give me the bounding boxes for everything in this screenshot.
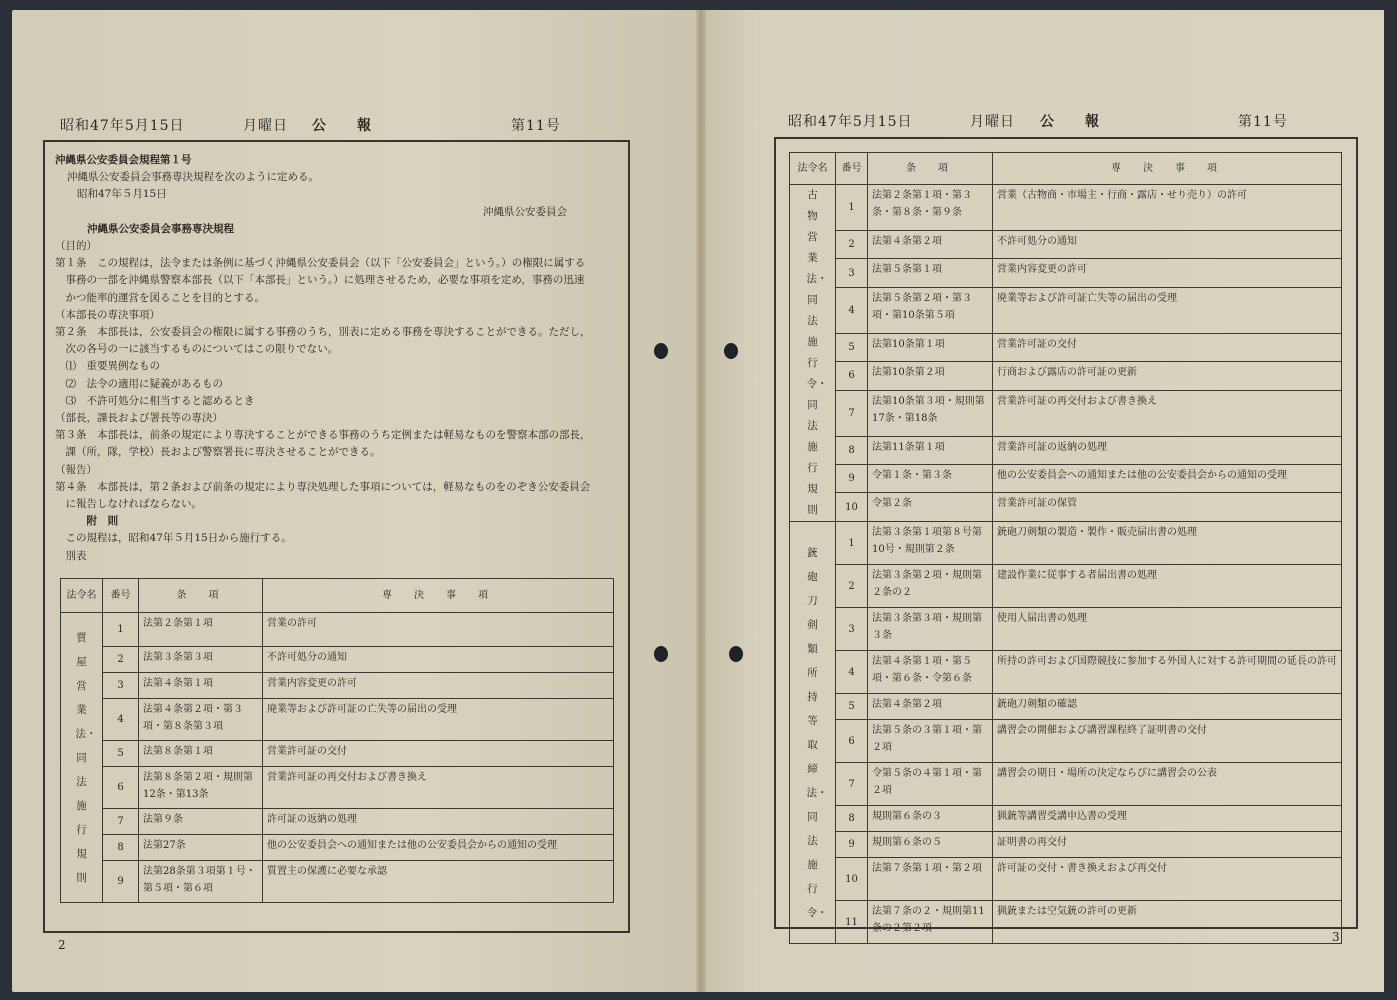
- rule-line: 第３条 本部長は，前条の規定により専決することができる事務のうち定例または軽易なものを警察本部の部長，: [55, 429, 591, 442]
- law-name-cell: [61, 613, 103, 903]
- left-schedule-table: [60, 578, 614, 903]
- row-article: 法第５条第１項: [868, 259, 993, 287]
- row-matter: 講習会の開催および講習課程終了証明書の交付: [993, 720, 1342, 763]
- rule-line: に報告しなければならない。: [55, 498, 202, 511]
- row-article: 法第５条第２項・第３項・第10条第５項: [868, 287, 993, 333]
- row-article: 規則第６条の５: [868, 832, 993, 858]
- row-matter: 質置主の保護に必要な承認: [263, 861, 614, 903]
- punch-hole: [729, 646, 743, 662]
- rule-number: 沖縄県公安委員会規程第１号: [55, 154, 192, 166]
- rule-line: ⑵ 法令の適用に疑義があるもの: [55, 377, 223, 390]
- row-number: 1: [836, 185, 868, 231]
- row-article: 法第３条第１項第８号第10号・規則第２条: [868, 522, 993, 565]
- row-article: 法第２条第１項・第３条・第８条・第９条: [868, 185, 993, 231]
- rule-line: 第４条 本部長は，第２条および前条の規定により専決処理した事項については，軽易なものをのぞき公安委員会: [55, 480, 591, 493]
- row-article: 法第４条第２項・第３項・第８条第３項: [139, 699, 263, 741]
- row-number: 10: [836, 858, 868, 901]
- row-number: 6: [103, 767, 139, 809]
- row-matter: 営業許可証の返納の処理: [993, 436, 1342, 464]
- row-article: 法第２条第１項: [139, 613, 263, 647]
- row-article: 法第27条: [139, 835, 263, 861]
- rule-line: ⑴ 重要異例なもの: [55, 360, 160, 373]
- row-number: 7: [836, 763, 868, 806]
- row-number: 2: [103, 647, 139, 673]
- rule-line: 附 則: [55, 515, 118, 528]
- rule-line: ⑶ 不許可処分に相当すると認めるとき: [55, 394, 255, 407]
- col-header-number: 番号: [103, 579, 139, 613]
- row-number: 6: [836, 362, 868, 390]
- row-matter: 銃砲刀剣類の製造・製作・販売届出書の処理: [993, 522, 1342, 565]
- header-weekday: 月曜日: [970, 114, 1015, 130]
- rule-issuer: 沖縄県公安委員会: [483, 205, 567, 218]
- rule-line: 次の各号の一に該当するものについてはこの限りでない。: [55, 343, 339, 356]
- rule-line: 事務の一部を沖縄県警察本部長（以下「本部長」という。）に処理させるため，必要な事項を定め，事務の迅速: [55, 274, 585, 287]
- row-matter: 許可証の返納の処理: [263, 809, 614, 835]
- col-header-article: 条 項: [868, 153, 993, 185]
- row-article: 法第10条第２項: [868, 362, 993, 390]
- rule-line: （部長，課長および署長等の専決）: [55, 412, 223, 425]
- col-header-number: 番号: [836, 153, 868, 185]
- law-name-cell: [790, 522, 836, 944]
- row-number: 4: [836, 287, 868, 333]
- header-date: 昭和47年5月15日: [60, 118, 185, 134]
- row-article: 法第９条: [139, 809, 263, 835]
- row-article: 規則第６条の３: [868, 806, 993, 832]
- row-article: 令第２条: [868, 493, 993, 522]
- row-article: 法第４条第１項: [139, 673, 263, 699]
- row-article: 法第10条第１項: [868, 333, 993, 361]
- row-matter: 猟銃等講習受講申込書の受理: [993, 806, 1342, 832]
- rule-line: （本部長の専決事項）: [55, 308, 160, 321]
- row-article: 法第３条第３項: [139, 647, 263, 673]
- row-matter: 他の公安委員会への通知または他の公安委員会からの通知の受理: [263, 835, 614, 861]
- col-header-matter: 専 決 事 項: [263, 579, 614, 613]
- punch-hole: [654, 343, 668, 359]
- row-number: 3: [836, 259, 868, 287]
- col-header-law: 法令名: [790, 153, 836, 185]
- row-article: 法第３条第３項・規則第３条: [868, 608, 993, 651]
- row-number: 8: [836, 436, 868, 464]
- punch-hole: [724, 343, 738, 359]
- row-article: 法第４条第２項: [868, 694, 993, 720]
- law-name: 銃砲刀剣類所持等取締法・同法施行令・: [806, 546, 828, 919]
- row-article: 法第11条第１項: [868, 436, 993, 464]
- row-matter: 営業内容変更の許可: [993, 259, 1342, 287]
- row-matter: 行商および露店の許可証の更新: [993, 362, 1342, 390]
- row-number: 9: [836, 465, 868, 493]
- rule-line: （目的）: [55, 240, 97, 253]
- row-matter: 不許可処分の通知: [993, 230, 1342, 258]
- row-article: 法第７条の２・規則第11条の２第２項: [868, 901, 993, 944]
- row-number: 5: [103, 741, 139, 767]
- right-schedule-table: [789, 152, 1342, 944]
- left-page-number: 2: [58, 938, 66, 952]
- row-matter: 使用人届出書の処理: [993, 608, 1342, 651]
- row-matter: 所持の許可および国際競技に参加する外国人に対する許可期間の延長の許可: [993, 651, 1342, 694]
- col-header-article: 条 項: [139, 579, 263, 613]
- law-name: 古物営業法・同法施行令・同法施行規則: [806, 189, 828, 516]
- row-number: 8: [103, 835, 139, 861]
- row-matter: 講習会の期日・場所の決定ならびに講習会の公表: [993, 763, 1342, 806]
- row-article: 法第４条第２項: [868, 230, 993, 258]
- row-matter: 営業許可証の再交付および書き換え: [993, 390, 1342, 436]
- rule-line: 別表: [55, 549, 87, 562]
- rule-line: （報告）: [55, 463, 97, 476]
- row-number: 2: [836, 230, 868, 258]
- rule-date: 昭和47年５月15日: [77, 188, 167, 201]
- header-weekday: 月曜日: [243, 118, 288, 134]
- row-article: 法第８条第２項・規則第12条・第13条: [139, 767, 263, 809]
- row-matter: 銃砲刀剣類の確認: [993, 694, 1342, 720]
- law-name: 質屋営業法・同法施行規則: [75, 631, 97, 884]
- rule-line: 第１条 この規程は，法令または条例に基づく沖縄県公安委員会（以下「公安委員会」という。）の権限に属する: [55, 257, 586, 270]
- row-number: 4: [836, 651, 868, 694]
- header-issue: 第11号: [1238, 114, 1288, 130]
- rule-line: 課（所，隊，学校）長および警察署長に専決させることができる。: [55, 446, 381, 459]
- header-gazette: 公 報: [1040, 114, 1100, 130]
- header-date: 昭和47年5月15日: [788, 114, 913, 130]
- row-matter: 営業許可証の再交付および書き換え: [263, 767, 614, 809]
- col-header-matter: 専 決 事 項: [993, 153, 1342, 185]
- row-matter: 猟銃または空気銃の許可の更新: [993, 901, 1342, 944]
- row-number: 9: [836, 832, 868, 858]
- row-matter: 営業許可証の交付: [993, 333, 1342, 361]
- punch-hole: [654, 646, 668, 662]
- row-article: 令第１条・第３条: [868, 465, 993, 493]
- row-matter: 廃業等および許可証の亡失等の届出の受理: [263, 699, 614, 741]
- row-matter: 営業内容変更の許可: [263, 673, 614, 699]
- left-body-text: [55, 152, 591, 565]
- rule-line: この規程は，昭和47年５月15日から施行する。: [55, 532, 292, 545]
- law-name-cell: [790, 185, 836, 522]
- row-number: 9: [103, 861, 139, 903]
- row-number: 7: [836, 390, 868, 436]
- right-page-number: 3: [1332, 930, 1340, 944]
- row-number: 10: [836, 493, 868, 522]
- rule-title: 沖縄県公安委員会事務専決規程: [87, 222, 234, 235]
- row-article: 法第３条第２項・規則第２条の２: [868, 565, 993, 608]
- row-matter: 廃業等および許可証亡失等の届出の受理: [993, 287, 1342, 333]
- row-article: 法第４条第１項・第５項・第６条・令第６条: [868, 651, 993, 694]
- row-number: 4: [103, 699, 139, 741]
- row-number: 6: [836, 720, 868, 763]
- rule-intro: 沖縄県公安委員会事務専決規程を次のように定める。: [67, 171, 319, 184]
- binding-gutter: [696, 10, 706, 992]
- row-matter: 他の公安委員会への通知または他の公安委員会からの通知の受理: [993, 465, 1342, 493]
- row-article: 法第７条第１項・第２項: [868, 858, 993, 901]
- row-number: 5: [836, 694, 868, 720]
- header-issue: 第11号: [511, 118, 561, 134]
- row-article: 令第５条の４第１項・第２項: [868, 763, 993, 806]
- row-matter: 営業の許可: [263, 613, 614, 647]
- row-matter: 営業（古物商・市場主・行商・露店・せり売り）の許可: [993, 185, 1342, 231]
- row-number: 8: [836, 806, 868, 832]
- row-number: 5: [836, 333, 868, 361]
- row-number: 11: [836, 901, 868, 944]
- rule-line: かつ能率的運営を図ることを目的とする。: [55, 291, 265, 304]
- row-article: 法第５条の３第１項・第２項: [868, 720, 993, 763]
- row-matter: 許可証の交付・書き換えおよび再交付: [993, 858, 1342, 901]
- row-matter: 営業許可証の保管: [993, 493, 1342, 522]
- row-matter: 不許可処分の通知: [263, 647, 614, 673]
- row-number: 7: [103, 809, 139, 835]
- row-article: 法第10条第３項・規則第17条・第18条: [868, 390, 993, 436]
- row-number: 1: [103, 613, 139, 647]
- row-number: 2: [836, 565, 868, 608]
- rule-line: 第２条 本部長は，公安委員会の権限に属する事務のうち，別表に定める事務を専決することができる。ただし，: [55, 326, 591, 339]
- row-matter: 建設作業に従事する者届出書の処理: [993, 565, 1342, 608]
- header-gazette: 公 報: [312, 118, 372, 134]
- row-matter: 営業許可証の交付: [263, 741, 614, 767]
- row-number: 3: [836, 608, 868, 651]
- row-matter: 証明書の再交付: [993, 832, 1342, 858]
- row-number: 1: [836, 522, 868, 565]
- row-number: 3: [103, 673, 139, 699]
- col-header-law: 法令名: [61, 579, 103, 613]
- row-article: 法第８条第１項: [139, 741, 263, 767]
- row-article: 法第28条第３項第１号・第５項・第６項: [139, 861, 263, 903]
